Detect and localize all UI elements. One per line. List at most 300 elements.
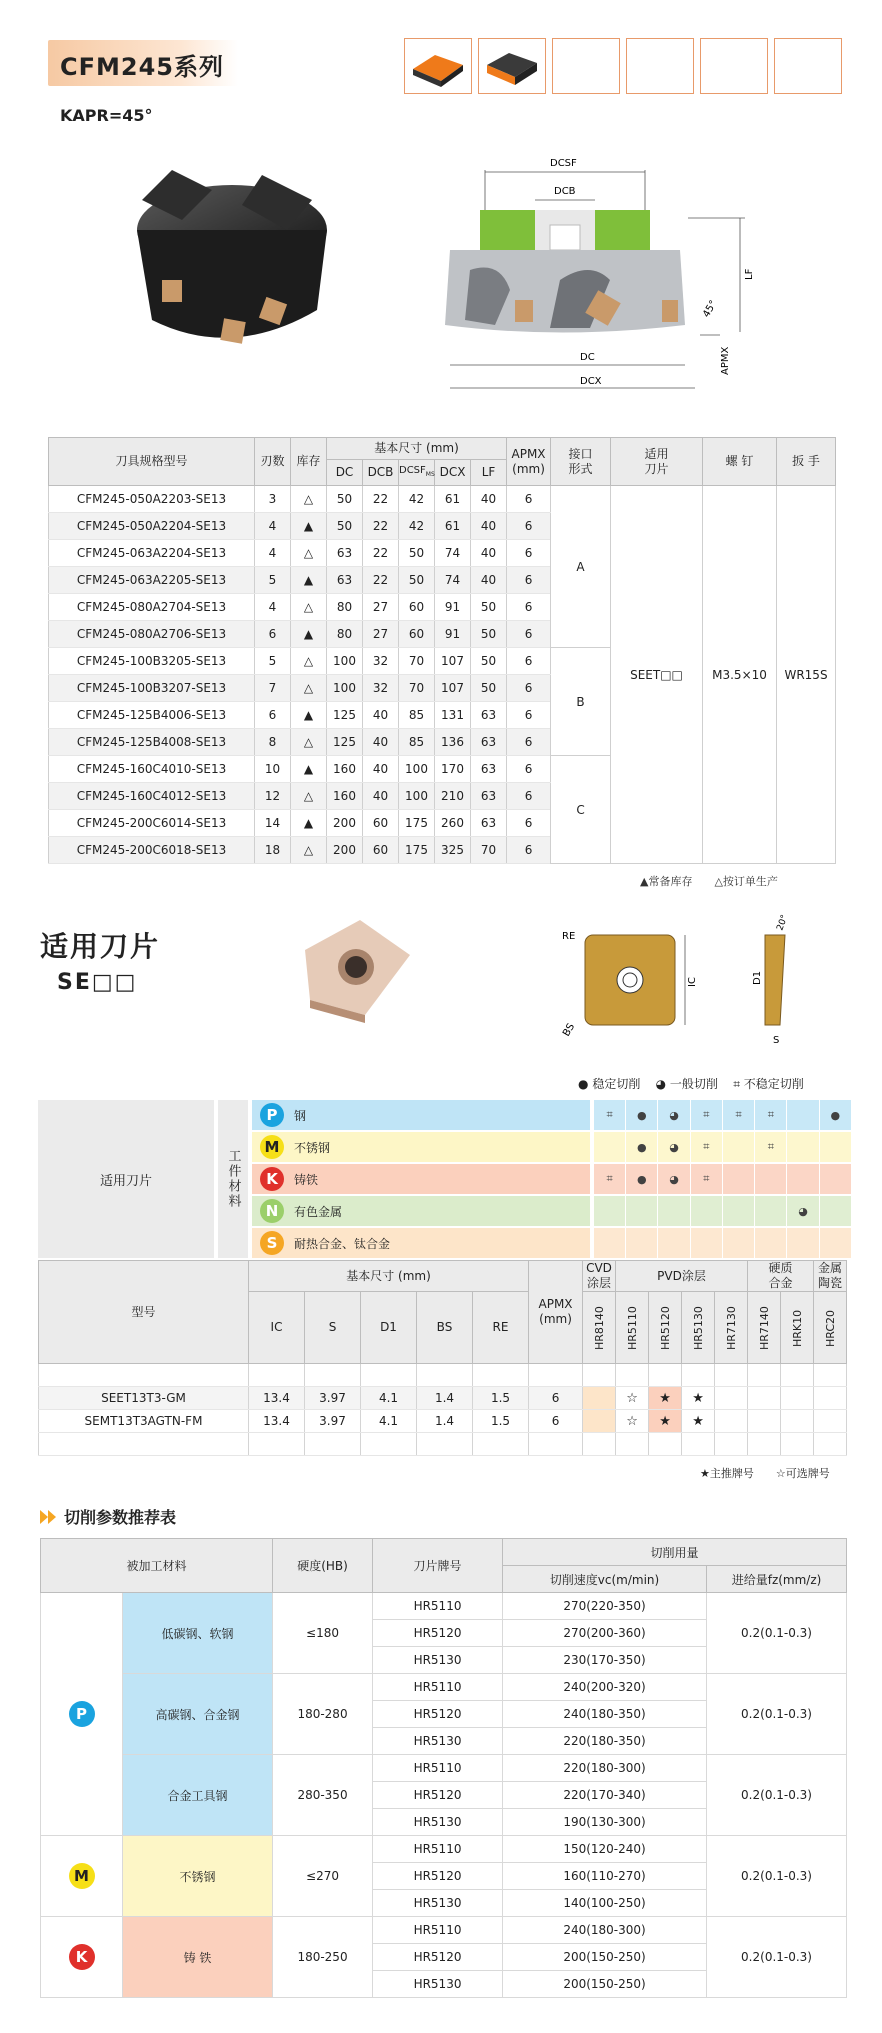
cell-bs: 1.4 <box>417 1410 473 1433</box>
cell-dcsf: 42 <box>399 486 435 513</box>
th2-hard: 硬质 合金 <box>748 1261 814 1292</box>
cell-model: CFM245-050A2203-SE13 <box>49 486 255 513</box>
fz-cell: 0.2(0.1-0.3) <box>707 1836 847 1917</box>
cell-dc: 63 <box>327 567 363 594</box>
cell-teeth: 4 <box>255 513 291 540</box>
insert-photo <box>290 915 420 1025</box>
cell-dcx: 91 <box>435 621 471 648</box>
thumb-empty-1[interactable] <box>552 38 620 94</box>
cell-s: 3.97 <box>305 1410 361 1433</box>
cell-mark <box>748 1387 781 1410</box>
suitability-cell: ● <box>820 1100 852 1130</box>
suitability-cell: ⌗ <box>755 1132 787 1162</box>
cell-dcx: 170 <box>435 756 471 783</box>
grade-cell: HR5120 <box>373 1782 503 1809</box>
cell-stock: △ <box>291 540 327 567</box>
cell-dcsf: 50 <box>399 540 435 567</box>
arrow-icon <box>40 1510 58 1524</box>
grade-legend: ★主推牌号 ☆可选牌号 <box>700 1467 830 1480</box>
cell-blank <box>249 1433 305 1456</box>
cell-apmx: 6 <box>507 513 551 540</box>
vc-cell: 140(100-250) <box>503 1890 707 1917</box>
cell-lf: 63 <box>471 783 507 810</box>
cell-blank <box>361 1433 417 1456</box>
grade-cell: HR5110 <box>373 1836 503 1863</box>
cell-blank <box>417 1364 473 1387</box>
cell-ic: 13.4 <box>249 1387 305 1410</box>
cell-dcb: 60 <box>363 810 399 837</box>
cell-iface: A <box>551 486 611 648</box>
material-name: 铸铁 <box>294 1172 319 1187</box>
table-row <box>39 1387 847 1410</box>
suitability-cell: ◕ <box>658 1132 690 1162</box>
cell-lf: 50 <box>471 621 507 648</box>
suitability-cell <box>723 1132 755 1162</box>
suitability-cell <box>691 1196 723 1226</box>
th2-model: 型号 <box>39 1261 249 1364</box>
cell-teeth: 12 <box>255 783 291 810</box>
suitability-cell <box>787 1132 819 1162</box>
cell-teeth: 4 <box>255 594 291 621</box>
vc-cell: 230(170-350) <box>503 1647 707 1674</box>
cell-stock: ▲ <box>291 567 327 594</box>
cell-blank <box>529 1364 583 1387</box>
cell-lf: 40 <box>471 567 507 594</box>
cell-dcb: 32 <box>363 675 399 702</box>
cell-model: CFM245-125B4008-SE13 <box>49 729 255 756</box>
grade-cell: HR5120 <box>373 1944 503 1971</box>
th2-ic: IC <box>249 1292 305 1364</box>
table-row <box>49 486 836 513</box>
th-lf: LF <box>471 460 507 486</box>
cell-dcb: 22 <box>363 540 399 567</box>
cell-re: 1.5 <box>473 1410 529 1433</box>
suitability-cell <box>820 1164 852 1194</box>
th2-grade-hr5120: HR5120 <box>649 1292 682 1364</box>
cell-stock: △ <box>291 594 327 621</box>
cell-dcsf: 100 <box>399 783 435 810</box>
cell-mark: ☆ <box>616 1387 649 1410</box>
cell-dcx: 91 <box>435 594 471 621</box>
th2-bs: BS <box>417 1292 473 1364</box>
cell-stock: △ <box>291 486 327 513</box>
cell-dcb: 40 <box>363 756 399 783</box>
hardness-cell: 180-280 <box>273 1674 373 1755</box>
suitability-cell: ⌗ <box>691 1164 723 1194</box>
suitability-cell <box>691 1228 723 1258</box>
cell-dc: 160 <box>327 756 363 783</box>
cell-mark <box>781 1387 814 1410</box>
cell-blank <box>682 1364 715 1387</box>
material-k-icon: K <box>260 1167 284 1191</box>
sub-material-cell: 铸 铁 <box>123 1917 273 1998</box>
suitability-cell: ⌗ <box>691 1132 723 1162</box>
th2-d1: D1 <box>361 1292 417 1364</box>
sub-material-cell: 高碳钢、合金钢 <box>123 1674 273 1755</box>
cell-blank <box>649 1433 682 1456</box>
cell-blank <box>715 1433 748 1456</box>
cutting-params-table <box>40 1538 847 1998</box>
cell-blank <box>583 1364 616 1387</box>
th2-re: RE <box>473 1292 529 1364</box>
suitability-cell <box>626 1228 658 1258</box>
cell-blank <box>305 1364 361 1387</box>
th-stock: 库存 <box>291 438 327 486</box>
thumb-insert-orange[interactable] <box>404 38 472 94</box>
section-cutting-params: 切削参数推荐表 <box>40 1505 176 1528</box>
cell-blank <box>616 1364 649 1387</box>
cell-lf: 50 <box>471 594 507 621</box>
cell-stock: △ <box>291 783 327 810</box>
cell-lf: 50 <box>471 675 507 702</box>
cell-blank <box>529 1433 583 1456</box>
cell-blank <box>473 1364 529 1387</box>
cell-model: CFM245-063A2204-SE13 <box>49 540 255 567</box>
th-iface: 接口 形式 <box>551 438 611 486</box>
cell-re: 1.5 <box>473 1387 529 1410</box>
th-dims: 基本尺寸 (mm) <box>327 438 507 460</box>
cell-blank <box>616 1433 649 1456</box>
label-angle-20: 20° <box>775 913 791 933</box>
cell-dcsf: 175 <box>399 810 435 837</box>
group-cell <box>41 1917 123 1998</box>
th3-vc: 切削速度vc(m/min) <box>503 1566 707 1593</box>
grade-cell: HR5120 <box>373 1620 503 1647</box>
th2-grade-hr8140: HR8140 <box>583 1292 616 1364</box>
th-wrench: 扳 手 <box>777 438 836 486</box>
cell-teeth: 3 <box>255 486 291 513</box>
suitability-cell <box>820 1228 852 1258</box>
cell-apmx: 6 <box>507 567 551 594</box>
cell-mark <box>814 1387 847 1410</box>
cell-apmx: 6 <box>507 702 551 729</box>
table-row <box>41 1836 847 1863</box>
suitability-cell <box>723 1164 755 1194</box>
material-name: 有色金属 <box>294 1204 343 1219</box>
fz-cell: 0.2(0.1-0.3) <box>707 1917 847 1998</box>
hardness-cell: 180-250 <box>273 1917 373 1998</box>
cell-teeth: 18 <box>255 837 291 864</box>
cell-stock: ▲ <box>291 702 327 729</box>
cell-dc: 200 <box>327 810 363 837</box>
cell-dcsf: 100 <box>399 756 435 783</box>
section-inserts-title: 适用刀片 <box>40 930 161 963</box>
cell-mark <box>715 1410 748 1433</box>
th2-pvd: PVD涂层 <box>616 1261 748 1292</box>
suitability-cell: ⌗ <box>723 1100 755 1130</box>
th2-apmx: APMX (mm) <box>529 1261 583 1364</box>
cell-mark <box>748 1410 781 1433</box>
th-dc: DC <box>327 460 363 486</box>
cell-apmx: 6 <box>507 756 551 783</box>
cell-mark <box>715 1387 748 1410</box>
cell-teeth: 7 <box>255 675 291 702</box>
suitability-cell: ◕ <box>658 1164 690 1194</box>
cell-dcb: 40 <box>363 729 399 756</box>
cell-dc: 80 <box>327 621 363 648</box>
cell-model: CFM245-080A2706-SE13 <box>49 621 255 648</box>
label-dc: DC <box>580 352 595 363</box>
label-lf: LF <box>744 268 755 280</box>
cell-blank <box>814 1364 847 1387</box>
suitability-cell <box>658 1228 690 1258</box>
th2-grade-hr7140: HR7140 <box>748 1292 781 1364</box>
material-p-icon: P <box>69 1701 95 1727</box>
cell-dcx: 61 <box>435 513 471 540</box>
vc-cell: 220(180-300) <box>503 1755 707 1782</box>
label-s: S <box>773 1035 780 1046</box>
cell-mark: ★ <box>682 1387 715 1410</box>
cell-lf: 63 <box>471 756 507 783</box>
cell-stock: △ <box>291 675 327 702</box>
cell-apmx: 6 <box>529 1387 583 1410</box>
cell-teeth: 5 <box>255 567 291 594</box>
cell-mark: ★ <box>649 1387 682 1410</box>
vc-cell: 270(200-360) <box>503 1620 707 1647</box>
th2-grade-hrc20: HRC20 <box>814 1292 847 1364</box>
vc-cell: 200(150-250) <box>503 1944 707 1971</box>
suitability-cell <box>594 1132 626 1162</box>
label-dcx: DCX <box>580 376 602 387</box>
label-re: RE <box>562 931 576 942</box>
cell-stock: ▲ <box>291 810 327 837</box>
cell-apmx: 6 <box>507 648 551 675</box>
suitability-cell <box>658 1196 690 1226</box>
cell-apmx: 6 <box>507 729 551 756</box>
cell-dcsf: 70 <box>399 648 435 675</box>
cell-stock: △ <box>291 729 327 756</box>
cell-dcx: 325 <box>435 837 471 864</box>
th2-cer: 金属 陶瓷 <box>814 1261 847 1292</box>
cell-dcx: 260 <box>435 810 471 837</box>
dimension-diagram <box>440 150 780 390</box>
cell-dcb: 40 <box>363 783 399 810</box>
table-row-blank <box>39 1364 847 1387</box>
grade-cell: HR5120 <box>373 1701 503 1728</box>
cell-apmx: 6 <box>507 837 551 864</box>
cell-model: CFM245-125B4006-SE13 <box>49 702 255 729</box>
thumb-empty-3[interactable] <box>700 38 768 94</box>
material-vlabel: 工件材料 <box>218 1100 248 1258</box>
suitability-cell <box>755 1196 787 1226</box>
cell-dc: 100 <box>327 648 363 675</box>
material-row-s <box>252 1228 852 1258</box>
stock-legend: ▲常备库存 △按订单生产 <box>640 875 778 888</box>
cell-dcx: 136 <box>435 729 471 756</box>
grade-cell: HR5110 <box>373 1593 503 1620</box>
cell-dcb: 22 <box>363 486 399 513</box>
cell-iface: B <box>551 648 611 756</box>
cell-blank <box>649 1364 682 1387</box>
cell-model: CFM245-080A2704-SE13 <box>49 594 255 621</box>
page-title: CFM245系列 <box>48 40 238 86</box>
insert-spec-table <box>38 1260 847 1456</box>
cell-insert: SEET□□ <box>611 486 703 864</box>
material-name: 钢 <box>294 1108 307 1123</box>
general-icon: ◕ <box>655 1077 667 1091</box>
cell-dcx: 107 <box>435 648 471 675</box>
cell-stock: ▲ <box>291 513 327 540</box>
suitability-cell <box>787 1164 819 1194</box>
cell-dc: 80 <box>327 594 363 621</box>
thumb-insert-dark[interactable] <box>478 38 546 94</box>
th3-fz: 进给量fz(mm/z) <box>707 1566 847 1593</box>
th3-grade: 刀片牌号 <box>373 1539 503 1593</box>
cell-blank <box>715 1364 748 1387</box>
cell-dcx: 131 <box>435 702 471 729</box>
fz-cell: 0.2(0.1-0.3) <box>707 1593 847 1674</box>
th-teeth: 刃数 <box>255 438 291 486</box>
material-m-icon: M <box>69 1863 95 1889</box>
material-p-icon: P <box>260 1103 284 1127</box>
cell-ic: 13.4 <box>249 1410 305 1433</box>
vc-cell: 220(180-350) <box>503 1728 707 1755</box>
cell-dc: 100 <box>327 675 363 702</box>
cell-dc: 125 <box>327 702 363 729</box>
cell-dc: 50 <box>327 486 363 513</box>
label-d1: D1 <box>752 970 763 985</box>
cell-teeth: 14 <box>255 810 291 837</box>
cell-blank <box>305 1433 361 1456</box>
cell-apmx: 6 <box>507 810 551 837</box>
material-k-icon: K <box>69 1944 95 1970</box>
th2-grade-hr5110: HR5110 <box>616 1292 649 1364</box>
grade-cell: HR5130 <box>373 1809 503 1836</box>
cell-lf: 63 <box>471 810 507 837</box>
cell-teeth: 5 <box>255 648 291 675</box>
vc-cell: 220(170-340) <box>503 1782 707 1809</box>
vc-cell: 240(200-320) <box>503 1674 707 1701</box>
cell-blank <box>748 1433 781 1456</box>
cell-teeth: 6 <box>255 702 291 729</box>
group-cell <box>41 1593 123 1836</box>
suitability-cell <box>723 1196 755 1226</box>
thumb-empty-4[interactable] <box>774 38 842 94</box>
grade-cell: HR5110 <box>373 1674 503 1701</box>
cell-dcsf: 42 <box>399 513 435 540</box>
material-name: 不锈钢 <box>294 1140 331 1155</box>
th3-hardness: 硬度(HB) <box>273 1539 373 1593</box>
vc-cell: 190(130-300) <box>503 1809 707 1836</box>
cell-wrench: WR15S <box>777 486 836 864</box>
label-angle: 45° <box>701 298 720 320</box>
cell-teeth: 6 <box>255 621 291 648</box>
cell-model: SEMT13T3AGTN-FM <box>39 1410 249 1433</box>
grade-cell: HR5110 <box>373 1917 503 1944</box>
table-row <box>39 1410 847 1433</box>
cell-dcb: 32 <box>363 648 399 675</box>
hardness-cell: ≤180 <box>273 1593 373 1674</box>
suitability-cell: ● <box>626 1100 658 1130</box>
cell-d1: 4.1 <box>361 1387 417 1410</box>
cell-mark <box>781 1410 814 1433</box>
cell-model: CFM245-100B3205-SE13 <box>49 648 255 675</box>
cell-dc: 63 <box>327 540 363 567</box>
material-row-p <box>252 1100 852 1130</box>
suitability-cell <box>755 1164 787 1194</box>
cell-dcb: 27 <box>363 594 399 621</box>
thumb-empty-2[interactable] <box>626 38 694 94</box>
cell-blank <box>748 1364 781 1387</box>
cell-teeth: 8 <box>255 729 291 756</box>
cell-lf: 40 <box>471 486 507 513</box>
cell-apmx: 6 <box>507 594 551 621</box>
insert-drawing <box>560 913 850 1046</box>
th-apmx: APMX (mm) <box>507 438 551 486</box>
grade-cell: HR5130 <box>373 1647 503 1674</box>
stable-icon: ● <box>578 1077 589 1091</box>
suitability-cell <box>594 1196 626 1226</box>
label-dcb: DCB <box>554 186 576 197</box>
cell-apmx: 6 <box>529 1410 583 1433</box>
cell-model: CFM245-100B3207-SE13 <box>49 675 255 702</box>
cell-lf: 63 <box>471 702 507 729</box>
suitability-cell <box>820 1132 852 1162</box>
suitability-cell <box>787 1228 819 1258</box>
th-dcx: DCX <box>435 460 471 486</box>
sub-material-cell: 不锈钢 <box>123 1836 273 1917</box>
cutter-photo <box>112 160 352 360</box>
cell-lf: 40 <box>471 513 507 540</box>
grade-cell: HR5120 <box>373 1863 503 1890</box>
cell-dcb: 27 <box>363 621 399 648</box>
cell-stock: ▲ <box>291 621 327 648</box>
cell-lf: 40 <box>471 540 507 567</box>
fz-cell: 0.2(0.1-0.3) <box>707 1755 847 1836</box>
cell-apmx: 6 <box>507 675 551 702</box>
cell-apmx: 6 <box>507 540 551 567</box>
table-row <box>41 1755 847 1782</box>
unstable-icon: ⌗ <box>733 1077 740 1091</box>
vc-cell: 240(180-350) <box>503 1701 707 1728</box>
table-row <box>41 1593 847 1620</box>
cell-dc: 160 <box>327 783 363 810</box>
sub-material-cell: 低碳钢、软钢 <box>123 1593 273 1674</box>
cell-mark <box>814 1410 847 1433</box>
cell-model: CFM245-200C6014-SE13 <box>49 810 255 837</box>
cell-stock: △ <box>291 648 327 675</box>
suitability-cell: ◕ <box>787 1196 819 1226</box>
cell-stock: △ <box>291 837 327 864</box>
cell-blank <box>814 1433 847 1456</box>
cell-dcb: 22 <box>363 567 399 594</box>
cell-dcsf: 60 <box>399 594 435 621</box>
fz-cell: 0.2(0.1-0.3) <box>707 1674 847 1755</box>
cell-mark: ★ <box>649 1410 682 1433</box>
cell-blank <box>361 1364 417 1387</box>
cell-blank <box>583 1433 616 1456</box>
grade-cell: HR5130 <box>373 1971 503 1998</box>
th2-grade-hr7130: HR7130 <box>715 1292 748 1364</box>
cell-blank <box>249 1364 305 1387</box>
cell-blank <box>781 1433 814 1456</box>
table-row <box>41 1917 847 1944</box>
suitability-cell <box>594 1228 626 1258</box>
cell-screw: M3.5×10 <box>703 486 777 864</box>
th2-grade-hrk10: HRK10 <box>781 1292 814 1364</box>
cell-lf: 50 <box>471 648 507 675</box>
cell-mark: ★ <box>682 1410 715 1433</box>
cutting-legend: ● 稳定切削 ◕ 一般切削 ⌗ 不稳定切削 <box>578 1077 804 1091</box>
material-row-k <box>252 1164 852 1194</box>
cell-dcx: 210 <box>435 783 471 810</box>
suitability-cell <box>723 1228 755 1258</box>
suitability-cell: ● <box>626 1164 658 1194</box>
material-panel <box>38 1098 846 1258</box>
cell-dcx: 74 <box>435 540 471 567</box>
suitability-cell: ⌗ <box>691 1100 723 1130</box>
cell-dcx: 107 <box>435 675 471 702</box>
